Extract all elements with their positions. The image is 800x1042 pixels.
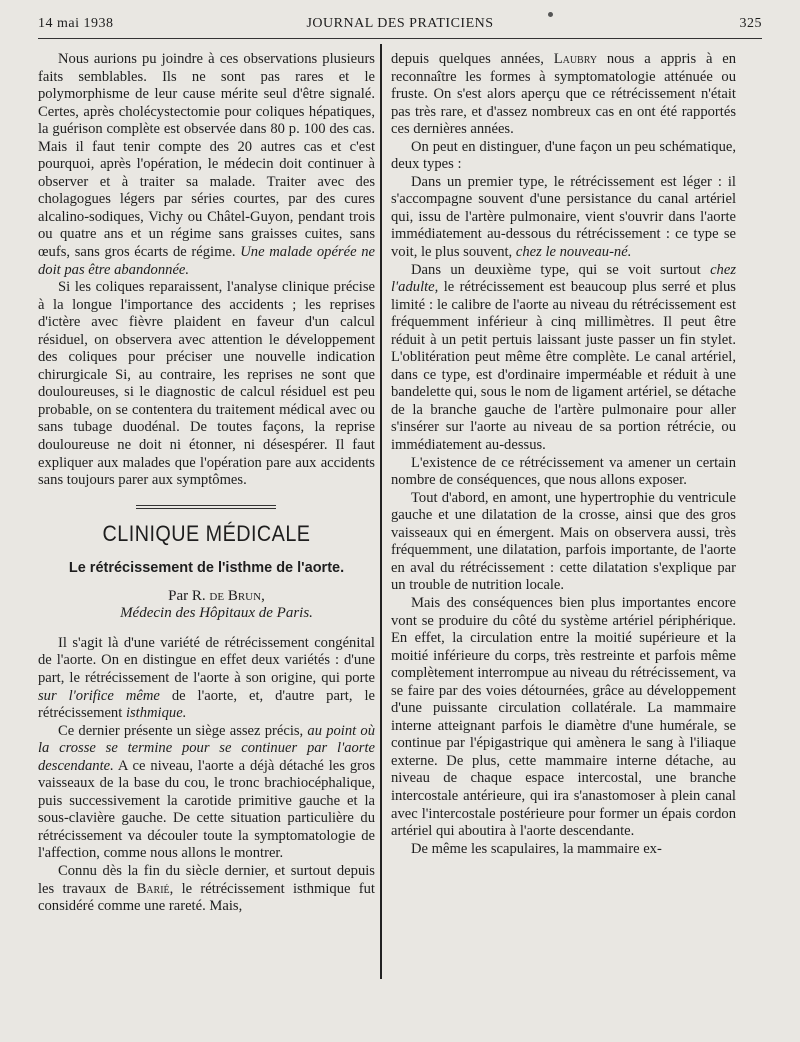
byline-affiliation: Médecin des Hôpitaux de Paris.	[120, 605, 313, 622]
paragraph: Si les coliques reparaissent, l'analyse clinique précise à la longue l'importance des accidents ; les reprises d'ictère avec fièvre plaident en faveur d'un calcul résiduel, on observera avec attention le développement des coliques pour préciser une nouvelle indication chirurgicale Si, au contraire, les reprises ne sont que douloureuses, si le diagnostic de calcul résiduel est peu probable, on se contentera du traitement médical avec ou sans tubage duodénal. De toutes façons, la reprise douloureuse ne doit ni étonner, ni désespérer. Il faut expliquer aux malades que l'opération pare aux accidents sans toujours parer aux symptômes.	[38, 279, 375, 489]
header-page-number: 325	[739, 16, 762, 31]
paragraph: Tout d'abord, en amont, une hypertrophie du ventricule gauche et une dilatation de la crosse, ainsi que des gros vaisseaux qui en émergent. Mais on observera aussi, très fréquemment, une dilatation, parfois importante, de l'aorte en aval du rétrécissement : cette dilatation s'explique par un trouble de nutrition locale.	[391, 489, 736, 594]
article-title: Le rétrécissement de l'isthme de l'aorte.	[68, 560, 345, 577]
header-rule	[38, 38, 762, 39]
paragraph: Ce dernier présente un siège assez précis, au point où la crosse se termine pour se continuer par l'aorte descendante. A ce niveau, l'aorte a déjà détaché les gros vaisseaux de la base du cou, le tronc brachiocéphalique, puis successivement la carotide primitive gauche et la sous-clavière gauche. De cette situation particulière du rétrécissement va découler toute la symptomatologie de l'affection, comme nous allons le montrer.	[38, 722, 376, 862]
paragraph: Nous aurions pu joindre à ces observations plusieurs faits semblables. Ils ne sont pas rares et le polymorphisme de leur cause mérite seul d'être signalé. Certes, après cholécystectomie pour coliques hépatiques, la guérison complète est observée dans 80 p. 100 des cas. Mais il faut tenir compte des 20 autres cas et c'est pourquoi, après l'opération, le médecin doit continuer à observer et à traiter sa malade. Traiter avec des cholagogues légers par séries courtes, par des cures alcalino-sodiques, Vichy ou Châtel-Guyon, pendant trois ou quatre ans et un régime sans graisses cuites, sans œufs, sans gros écarts de régime. Une malade opérée ne doit pas être abandonnée.	[38, 51, 375, 278]
paragraph: Mais des conséquences bien plus importantes encore vont se produire du côté du système artériel périphérique. En effet, la circulation entre la moitié supérieure et la moitié inférieure du corps, très restreinte et parfois même complètement interrompue au niveau du rétrécissement, va se faire par des voies détournées, grâce au développement d'une puissante circulation collatérale. La mammaire interne atteignant parfois le diamètre d'une humérale, se continue par l'épigastrique qui amènera le sang à l'iliaque externe. De plus, cette mammaire interne détache, au niveau de chaque espace intercostal, une branche intercostale antérieure, qui ira s'anastomoser à plein canal avec l'intercostale postérieure pour former un épais cordon artériel qui aboutira à l'aorte descendante.	[391, 594, 736, 840]
running-header	[38, 14, 762, 36]
paragraph: Dans un deuxième type, qui se voit surtout chez l'adulte, le rétrécissement est beaucoup plus serré et plus limité : le calibre de l'aorte au niveau du rétrécissement est fréquemment inférieur à cinq millimètres. Il peut être réduit à un petit pertuis laissant juste passer un fin stylet. L'oblitération peut même être complète. Le canal artériel, dans ce type, est d'ordinaire imperméable et réduit à une bandelette qui, sous le nom de ligament artériel, se détache de la branche gauche de l'artère pulmonaire pour aller s'insérer sur l'aorte au niveau de sa portion rétrécie, ou immédiatement au-dessus.	[391, 261, 736, 454]
paragraph: Dans un premier type, le rétrécissement est léger : il s'accompagne souvent d'une persistance du canal artériel qui, issu de l'artère pulmonaire, vient s'ouvrir dans l'aorte immédiatement au-dessous du rétrécissement : ce type se voit, le plus souvent, chez le nouveau-né.	[391, 173, 736, 261]
left-column	[38, 51, 375, 916]
header-journal-title: JOURNAL DES PRATICIENS	[306, 16, 494, 31]
paragraph: Il s'agit là d'une variété de rétrécissement congénital de l'aorte. On en distingue en effet deux variétés : d'une part, le rétrécissement de l'aorte à son origine, qui porte sur l'orifice même de l'aorte, et, d'autre part, le rétrécissement isthmique.	[38, 634, 375, 722]
paragraph: depuis quelques années, Laubry nous a appris à en reconnaître les formes à symptomatologie atténuée ou fruste. On s'est alors aperçu que ce rétrécissement n'était pas très rare, et d'assez nombreux cas en ont été rapportés ces dernières années.	[391, 51, 736, 138]
section-title: CLINIQUE MÉDICALE	[102, 520, 311, 546]
header-date: 14 mai 1938	[38, 16, 114, 31]
section-separator	[38, 495, 375, 517]
byline: Par R. de Brun,	[168, 587, 265, 604]
column-divider	[380, 44, 382, 979]
paragraph: Connu dès la fin du siècle dernier, et surtout depuis les travaux de Barié, le rétrécissement isthmique fut considéré comme une rareté. Mais,	[38, 862, 375, 915]
paragraph: De même les scapulaires, la mammaire ex-	[411, 840, 662, 857]
paragraph: L'existence de ce rétrécissement va amener un certain nombre de conséquences, que nous allons exposer.	[391, 454, 736, 489]
right-column	[391, 51, 736, 858]
paragraph: On peut en distinguer, d'une façon un peu schématique, deux types :	[391, 138, 736, 173]
